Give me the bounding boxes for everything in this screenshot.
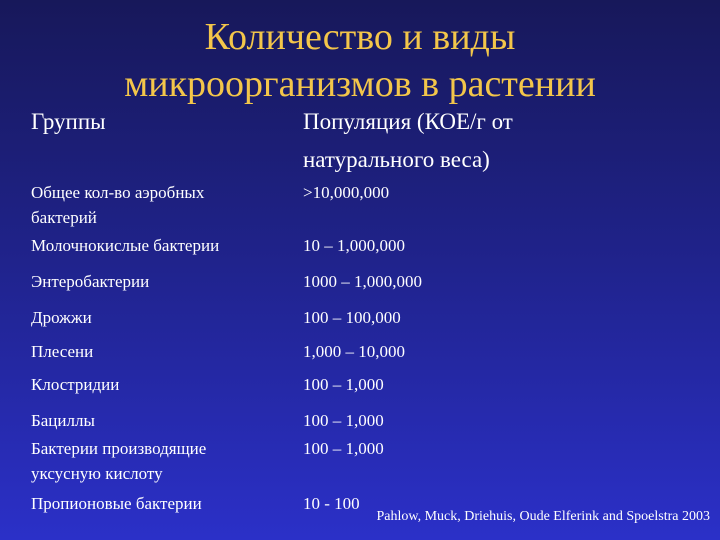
row-7-group-line-2: уксусную кислоту (31, 464, 163, 483)
row-5-population: 100 – 1,000 (303, 375, 384, 394)
row-2-population: 1000 – 1,000,000 (303, 272, 422, 291)
row-0-population: >10,000,000 (303, 183, 390, 202)
slide-title (0, 14, 720, 108)
slide-title-line-1: Количество и виды (204, 16, 516, 58)
row-4-group: Плесени (31, 342, 94, 361)
row-7-population: 100 – 1,000 (303, 439, 384, 458)
row-1-population: 10 – 1,000,000 (303, 236, 405, 255)
row-7-group-line-1: Бактерии производящие (31, 439, 207, 458)
row-2-group: Энтеробактерии (31, 272, 150, 291)
row-0-group-line-1: Общее кол-во аэробных (31, 183, 205, 202)
row-6-group: Бациллы (31, 411, 95, 430)
row-3-group: Дрожжи (31, 308, 92, 327)
source-citation: Pahlow, Muck, Driehuis, Oude Elferink and Spoelstra 2003 (376, 509, 710, 524)
row-8-group: Пропионовые бактерии (31, 494, 202, 513)
header-population-line-2: натурального веса) (303, 147, 490, 172)
header-population-line-1: Популяция (КОЕ/г от (303, 109, 513, 134)
row-4-population: 1,000 – 10,000 (303, 342, 405, 361)
row-8-population: 10 - 100 (303, 494, 360, 513)
row-5-group: Клостридии (31, 375, 120, 394)
row-1-group: Молочнокислые бактерии (31, 236, 220, 255)
slide-title-line-2: микроорганизмов в растении (124, 63, 596, 105)
row-3-population: 100 – 100,000 (303, 308, 401, 327)
row-0-group-line-2: бактерий (31, 208, 97, 227)
header-groups: Группы (31, 109, 106, 134)
row-6-population: 100 – 1,000 (303, 411, 384, 430)
